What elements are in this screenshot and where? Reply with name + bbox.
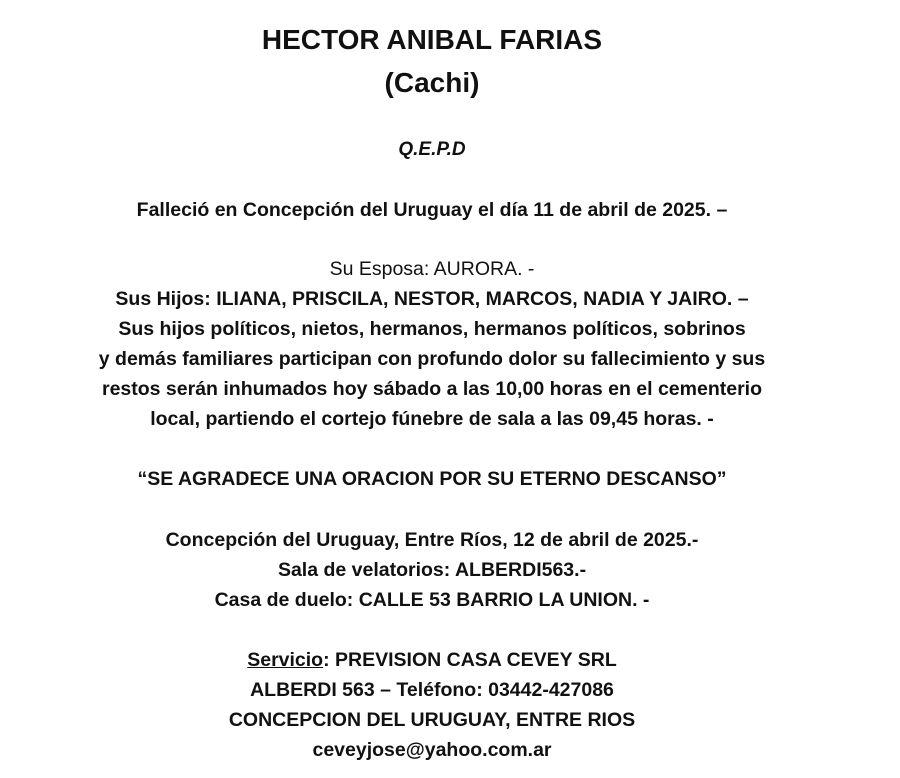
family-line: y demás familiares participan con profundo dolor su fallecimiento y sus [98, 348, 766, 370]
spouse-label: Su Esposa: [329, 258, 434, 280]
service-email: ceveyjose@yahoo.com.ar [312, 739, 552, 761]
prayer-request: “SE AGRADECE UNA ORACION POR SU ETERNO DESCANSO” [137, 468, 727, 490]
deceased-name: HECTOR ANIBAL FARIAS [261, 24, 603, 55]
service-city: CONCEPCION DEL URUGUAY, ENTRE RIOS [228, 709, 636, 731]
place-date-line: Concepción del Uruguay, Entre Ríos, 12 de abril de 2025.- [165, 529, 699, 551]
spouse-value: AURORA. - [433, 258, 535, 280]
service-line [0, 649, 864, 672]
death-line: Falleció en Concepción del Uruguay el día 11 de abril de 2025. – [136, 199, 728, 221]
family-line: restos serán inhumados hoy sábado a las 10,00 horas en el cementerio [101, 378, 762, 400]
children-line [0, 288, 864, 311]
children-value: ILIANA, PRISCILA, NESTOR, MARCOS, NADIA Y JAIRO. – [216, 288, 749, 310]
wake-room-line: Sala de velatorios: ALBERDI563.- [277, 559, 587, 581]
mourning-house-line: Casa de duelo: CALLE 53 BARRIO LA UNION. - [214, 589, 650, 611]
deceased-nickname: (Cachi) [384, 67, 480, 98]
children-label: Sus Hijos: [115, 288, 217, 310]
spouse-line [0, 258, 864, 281]
service-address-phone: ALBERDI 563 – Teléfono: 03442-427086 [250, 679, 614, 701]
family-line: Sus hijos políticos, nietos, hermanos, hermanos políticos, sobrinos [118, 318, 746, 340]
service-label: Servicio [247, 649, 324, 671]
family-line: local, partiendo el cortejo fúnebre de sala a las 09,45 horas. - [150, 408, 714, 430]
service-value: : PREVISION CASA CEVEY SRL [323, 649, 617, 671]
qepd-line: Q.E.P.D [398, 139, 466, 160]
